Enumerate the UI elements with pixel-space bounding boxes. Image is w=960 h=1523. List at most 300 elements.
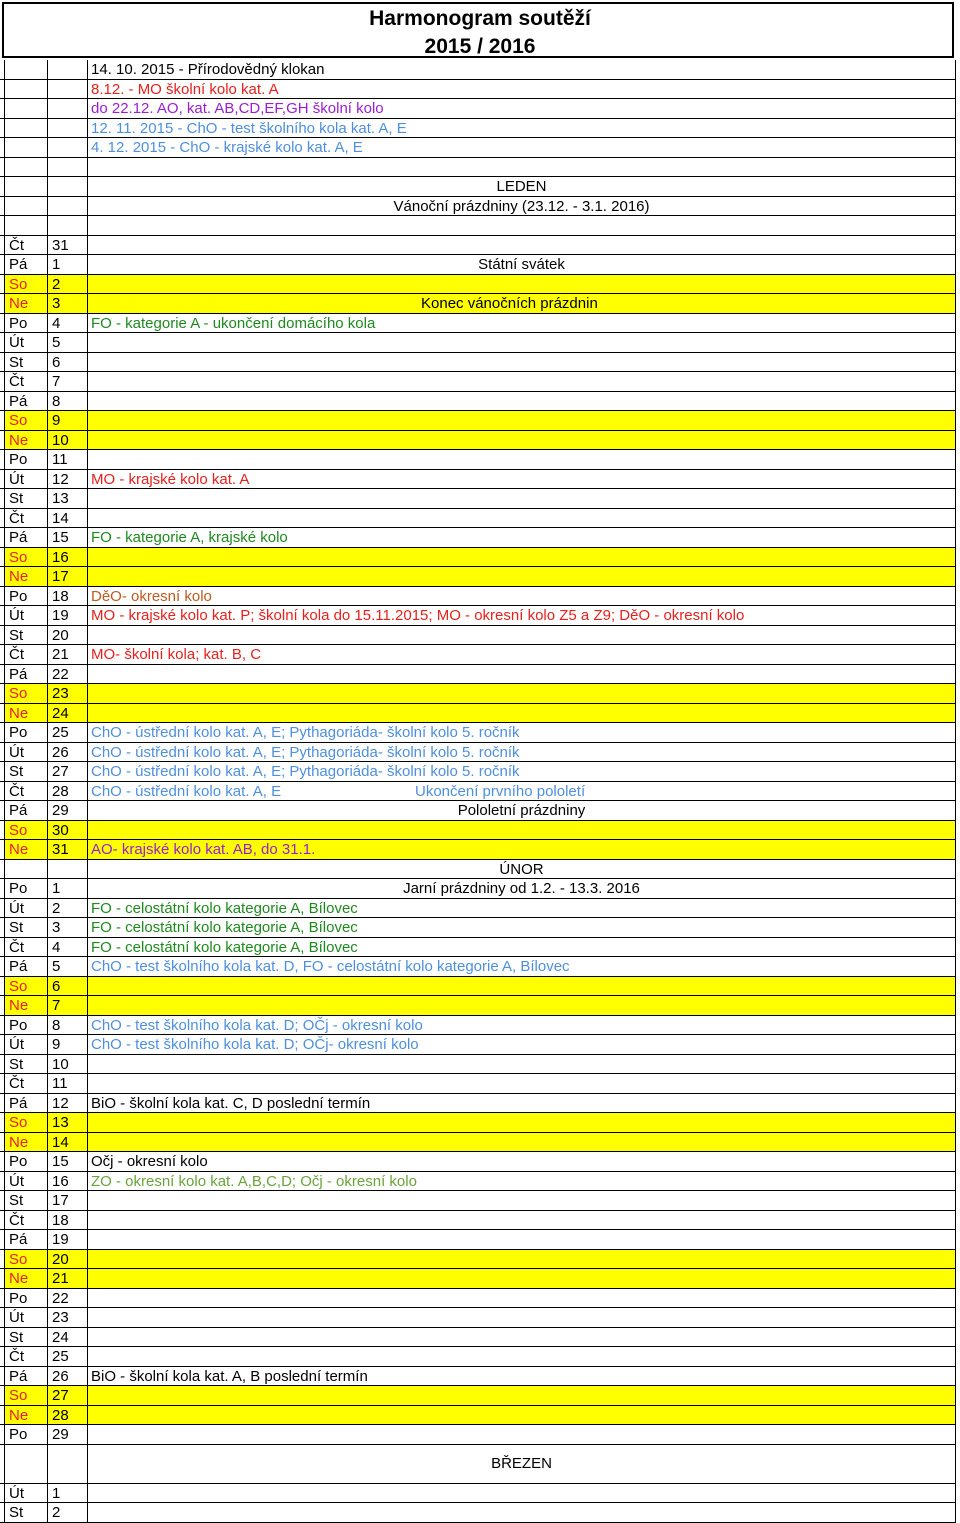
day-row <box>0 977 956 997</box>
day-number: 12 <box>47 1094 87 1113</box>
event-cell <box>87 821 956 840</box>
day-number: 19 <box>47 606 87 625</box>
event-cell <box>87 665 956 684</box>
event-cell <box>87 1425 956 1444</box>
day-row <box>0 431 956 451</box>
intro-row <box>0 60 956 80</box>
intro-row <box>0 138 956 158</box>
event-cell <box>87 1250 956 1269</box>
day-name: Pá <box>4 801 47 820</box>
day-number: 11 <box>47 450 87 469</box>
event-cell: FO - celostátní kolo kategorie A, Bílovec <box>87 938 956 957</box>
day-number: 22 <box>47 1289 87 1308</box>
day-row <box>0 275 956 295</box>
day-name: Pá <box>4 957 47 976</box>
intro-row <box>0 80 956 100</box>
day-number: 28 <box>47 782 87 801</box>
day-name: So <box>4 275 47 294</box>
event-cell <box>87 158 956 177</box>
day-number: 24 <box>47 704 87 723</box>
day-row <box>0 684 956 704</box>
day-number: 1 <box>47 1484 87 1503</box>
day-name: Út <box>4 743 47 762</box>
day-number: 12 <box>47 470 87 489</box>
day-name: So <box>4 1113 47 1132</box>
day-row <box>0 567 956 587</box>
day-number: 1 <box>47 879 87 898</box>
day-name: Po <box>4 314 47 333</box>
day-name: Po <box>4 587 47 606</box>
day-row <box>0 1074 956 1094</box>
day-number: 19 <box>47 1230 87 1249</box>
day-name: Út <box>4 470 47 489</box>
day-number: 31 <box>47 236 87 255</box>
event-cell <box>87 1308 956 1327</box>
day-name: St <box>4 353 47 372</box>
event-cell <box>87 626 956 645</box>
event-cell: FO - kategorie A - ukončení domácího kola <box>87 314 956 333</box>
event-cell <box>87 1055 956 1074</box>
event-cell: 4. 12. 2015 - ChO - krajské kolo kat. A, E <box>87 138 956 157</box>
day-name: So <box>4 1386 47 1405</box>
event-cell <box>87 372 956 391</box>
day-name: Po <box>4 1152 47 1171</box>
day-number: 23 <box>47 1308 87 1327</box>
event-cell: 14. 10. 2015 - Přírodovědný klokan <box>87 60 956 79</box>
day-row <box>0 470 956 490</box>
day-name: Čt <box>4 938 47 957</box>
day-name: Čt <box>4 372 47 391</box>
day-name-cell <box>4 119 47 138</box>
day-name: So <box>4 1250 47 1269</box>
day-number: 22 <box>47 665 87 684</box>
day-row <box>0 704 956 724</box>
event-cell <box>87 996 956 1015</box>
day-name: Čt <box>4 645 47 664</box>
day-row <box>0 957 956 977</box>
day-name: St <box>4 918 47 937</box>
event-cell <box>87 1484 956 1503</box>
day-number: 29 <box>47 801 87 820</box>
day-row <box>0 782 956 802</box>
day-row <box>0 1172 956 1192</box>
day-name-cell <box>4 60 47 79</box>
day-number: 24 <box>47 1328 87 1347</box>
day-number: 2 <box>47 1503 87 1522</box>
event-cell <box>87 489 956 508</box>
day-number: 28 <box>47 1406 87 1425</box>
day-row <box>0 1406 956 1426</box>
day-name: Po <box>4 1016 47 1035</box>
day-row <box>0 762 956 782</box>
day-row <box>0 840 956 860</box>
event-cell <box>87 1386 956 1405</box>
day-name: Ne <box>4 567 47 586</box>
page-title: Harmonogram soutěží <box>369 7 591 30</box>
day-number-cell <box>47 860 87 879</box>
day-name: So <box>4 821 47 840</box>
day-row <box>0 801 956 821</box>
event-cell: ChO - test školního kola kat. D; OČj- okresní kolo <box>87 1035 956 1054</box>
day-number-cell <box>47 99 87 118</box>
day-row <box>0 1503 956 1523</box>
day-row <box>0 1347 956 1367</box>
day-number-cell <box>47 80 87 99</box>
day-number: 16 <box>47 548 87 567</box>
day-number: 3 <box>47 918 87 937</box>
day-row <box>0 333 956 353</box>
day-name: Ne <box>4 294 47 313</box>
day-name: Čt <box>4 1211 47 1230</box>
day-row <box>0 1191 956 1211</box>
day-name: Pá <box>4 392 47 411</box>
event-cell: Očj - okresní kolo <box>87 1152 956 1171</box>
day-number-cell <box>47 119 87 138</box>
blank-row <box>0 158 956 178</box>
day-name: So <box>4 684 47 703</box>
day-name: Pá <box>4 255 47 274</box>
event-cell <box>87 1074 956 1093</box>
day-row <box>0 1367 956 1387</box>
day-name: St <box>4 1191 47 1210</box>
day-number: 2 <box>47 899 87 918</box>
day-name: Po <box>4 1425 47 1444</box>
day-number: 14 <box>47 509 87 528</box>
day-name: So <box>4 548 47 567</box>
event-cell: FO - kategorie A, krajské kolo <box>87 528 956 547</box>
event-cell: Pololetní prázdniny <box>87 801 956 820</box>
day-number: 20 <box>47 626 87 645</box>
day-number: 10 <box>47 431 87 450</box>
day-number: 6 <box>47 353 87 372</box>
event-cell: Státní svátek <box>87 255 956 274</box>
event-cell: ChO - ústřední kolo kat. A, E; Pythagoriáda- školní kolo 5. ročník <box>87 723 956 742</box>
day-number: 5 <box>47 957 87 976</box>
day-number: 7 <box>47 372 87 391</box>
day-name: Pá <box>4 1094 47 1113</box>
event-cell <box>87 1191 956 1210</box>
day-row <box>0 938 956 958</box>
day-row <box>0 1289 956 1309</box>
event-cell <box>87 1328 956 1347</box>
day-name: Ne <box>4 704 47 723</box>
event-cell: ChO - ústřední kolo kat. A, E; Pythagoriáda- školní kolo 5. ročník <box>87 762 956 781</box>
day-number: 26 <box>47 743 87 762</box>
day-name: Po <box>4 1289 47 1308</box>
event-cell: 12. 11. 2015 - ChO - test školního kola kat. A, E <box>87 119 956 138</box>
day-row <box>0 645 956 665</box>
day-row <box>0 626 956 646</box>
day-name: Út <box>4 606 47 625</box>
day-name: Út <box>4 1172 47 1191</box>
event-cell <box>87 567 956 586</box>
day-name: So <box>4 977 47 996</box>
event-cell <box>87 236 956 255</box>
event-cell <box>87 333 956 352</box>
day-name-cell <box>4 99 47 118</box>
day-number: 11 <box>47 1074 87 1093</box>
day-name: Po <box>4 723 47 742</box>
event-cell <box>87 353 956 372</box>
day-name: Čt <box>4 509 47 528</box>
day-number: 16 <box>47 1172 87 1191</box>
day-row <box>0 1035 956 1055</box>
day-number: 30 <box>47 821 87 840</box>
day-row <box>0 1211 956 1231</box>
day-row <box>0 743 956 763</box>
event-cell <box>87 977 956 996</box>
day-number: 31 <box>47 840 87 859</box>
month-row <box>0 1445 956 1484</box>
day-number: 2 <box>47 275 87 294</box>
day-number: 27 <box>47 1386 87 1405</box>
event-cell: LEDEN <box>87 177 956 196</box>
day-number: 4 <box>47 938 87 957</box>
day-name: Ne <box>4 996 47 1015</box>
event-cell <box>87 1289 956 1308</box>
event-cell: FO - celostátní kolo kategorie A, Bílovec <box>87 899 956 918</box>
event-cell <box>87 411 956 430</box>
event-cell: ChO - test školního kola kat. D, FO - celostátní kolo kategorie A, Bílovec <box>87 957 956 976</box>
day-number: 18 <box>47 1211 87 1230</box>
day-row <box>0 353 956 373</box>
day-name: Čt <box>4 1347 47 1366</box>
event-cell: BiO - školní kola kat. A, B poslední termín <box>87 1367 956 1386</box>
day-number: 7 <box>47 996 87 1015</box>
day-row <box>0 1425 956 1445</box>
day-row <box>0 548 956 568</box>
school-year: 2015 / 2016 <box>424 35 536 58</box>
day-row <box>0 314 956 334</box>
month-row <box>0 860 956 880</box>
event-cell <box>87 548 956 567</box>
schedule-table <box>0 60 956 1523</box>
day-row <box>0 1133 956 1153</box>
day-name: Ne <box>4 1133 47 1152</box>
intro-row <box>0 119 956 139</box>
day-row <box>0 1386 956 1406</box>
day-name: Čt <box>4 1074 47 1093</box>
day-number: 27 <box>47 762 87 781</box>
day-row <box>0 1484 956 1504</box>
day-row <box>0 587 956 607</box>
day-name: Út <box>4 1035 47 1054</box>
day-row <box>0 665 956 685</box>
day-number: 20 <box>47 1250 87 1269</box>
day-name: Ne <box>4 1406 47 1425</box>
day-name: Ne <box>4 840 47 859</box>
event-cell <box>87 1113 956 1132</box>
event-cell <box>87 431 956 450</box>
day-name: Pá <box>4 528 47 547</box>
day-name: Ne <box>4 1269 47 1288</box>
event-cell: BiO - školní kola kat. C, D poslední termín <box>87 1094 956 1113</box>
day-name: Po <box>4 450 47 469</box>
day-name: St <box>4 626 47 645</box>
day-row <box>0 1230 956 1250</box>
day-name: Pá <box>4 1230 47 1249</box>
day-row <box>0 528 956 548</box>
day-row <box>0 1094 956 1114</box>
day-row <box>0 879 956 899</box>
day-row <box>0 1113 956 1133</box>
day-number: 13 <box>47 1113 87 1132</box>
day-row <box>0 236 956 256</box>
day-number: 17 <box>47 1191 87 1210</box>
day-row <box>0 1152 956 1172</box>
event-cell <box>87 1133 956 1152</box>
day-number-cell <box>47 177 87 196</box>
month-note-row <box>0 197 956 217</box>
event-cell: MO - krajské kolo kat. P; školní kola do 15.11.2015; MO - okresní kolo Z5 a Z9; DěO - okresní kolo <box>87 606 956 625</box>
event-cell: ZO - okresní kolo kat. A,B,C,D; Očj - okresní kolo <box>87 1172 956 1191</box>
day-name: Pá <box>4 1367 47 1386</box>
day-name: Út <box>4 1308 47 1327</box>
event-cell <box>87 1503 956 1522</box>
event-cell: AO- krajské kolo kat. AB, do 31.1. <box>87 840 956 859</box>
day-number: 4 <box>47 314 87 333</box>
event-cell: 8.12. - MO školní kolo kat. A <box>87 80 956 99</box>
intro-row <box>0 99 956 119</box>
event-cell: ChO - ústřední kolo kat. A, E; Pythagoriáda- školní kolo 5. ročník <box>87 743 956 762</box>
day-name-cell <box>4 80 47 99</box>
event-cell <box>87 294 956 313</box>
day-row <box>0 1055 956 1075</box>
day-row <box>0 411 956 431</box>
day-row <box>0 996 956 1016</box>
month-row <box>0 177 956 197</box>
day-name: Čt <box>4 782 47 801</box>
day-name: Pá <box>4 665 47 684</box>
day-row <box>0 723 956 743</box>
day-number: 25 <box>47 1347 87 1366</box>
event-cell <box>87 1269 956 1288</box>
day-number: 10 <box>47 1055 87 1074</box>
day-name: Po <box>4 879 47 898</box>
day-number: 8 <box>47 392 87 411</box>
event-cell: Vánoční prázdniny (23.12. - 3.1. 2016) <box>87 197 956 216</box>
day-number: 1 <box>47 255 87 274</box>
event-cell: FO - celostátní kolo kategorie A, Bílovec <box>87 918 956 937</box>
day-number: 8 <box>47 1016 87 1035</box>
event-cell: MO- školní kola; kat. B, C <box>87 645 956 664</box>
event-cell <box>87 275 956 294</box>
day-name-cell <box>4 216 47 235</box>
day-name: St <box>4 489 47 508</box>
day-row <box>0 392 956 412</box>
event-cell <box>87 684 956 703</box>
event-cell <box>87 1211 956 1230</box>
day-name: Čt <box>4 236 47 255</box>
day-row <box>0 1328 956 1348</box>
day-name-cell <box>4 158 47 177</box>
day-row <box>0 1308 956 1328</box>
event-cell: MO - krajské kolo kat. A <box>87 470 956 489</box>
event-cell: DěO- okresní kolo <box>87 587 956 606</box>
event-cell <box>87 704 956 723</box>
day-name: Út <box>4 333 47 352</box>
event-cell <box>87 392 956 411</box>
day-name-cell <box>4 138 47 157</box>
day-number: 15 <box>47 1152 87 1171</box>
day-name: Ne <box>4 431 47 450</box>
day-row <box>0 294 956 314</box>
day-number-cell <box>47 216 87 235</box>
day-number: 9 <box>47 1035 87 1054</box>
day-number: 25 <box>47 723 87 742</box>
day-row <box>0 509 956 529</box>
event-cell <box>87 1347 956 1366</box>
day-row <box>0 1269 956 1289</box>
day-name-cell <box>4 1445 47 1483</box>
day-number: 17 <box>47 567 87 586</box>
day-number-cell <box>47 60 87 79</box>
event-cell <box>87 216 956 235</box>
day-number-cell <box>47 138 87 157</box>
day-number-cell <box>47 197 87 216</box>
day-number: 6 <box>47 977 87 996</box>
event-cell: ChO - ústřední kolo kat. A, E Ukončení prvního pololetí <box>87 782 956 801</box>
day-number: 9 <box>47 411 87 430</box>
day-row <box>0 489 956 509</box>
day-row <box>0 899 956 919</box>
event-cell: Jarní prázdniny od 1.2. - 13.3. 2016 <box>87 879 956 898</box>
event-cell <box>87 1406 956 1425</box>
day-row <box>0 918 956 938</box>
day-row <box>0 1250 956 1270</box>
event-cell: ChO - test školního kola kat. D; OČj - okresní kolo <box>87 1016 956 1035</box>
day-name: Út <box>4 1484 47 1503</box>
day-name: St <box>4 1503 47 1522</box>
day-row <box>0 821 956 841</box>
day-number: 23 <box>47 684 87 703</box>
day-number: 26 <box>47 1367 87 1386</box>
day-row <box>0 372 956 392</box>
note-text: Ukončení prvního pololetí <box>415 782 586 800</box>
day-number: 3 <box>47 294 87 313</box>
event-cell <box>87 450 956 469</box>
note-text: Konec vánočních prázdnin <box>421 295 598 312</box>
event-cell <box>87 509 956 528</box>
day-name-cell <box>4 177 47 196</box>
day-number: 29 <box>47 1425 87 1444</box>
day-name: St <box>4 1055 47 1074</box>
day-number: 14 <box>47 1133 87 1152</box>
day-number: 15 <box>47 528 87 547</box>
day-name-cell <box>4 860 47 879</box>
day-name: St <box>4 762 47 781</box>
day-number: 21 <box>47 645 87 664</box>
day-row <box>0 450 956 470</box>
day-row <box>0 606 956 626</box>
day-name-cell <box>4 197 47 216</box>
day-name: St <box>4 1328 47 1347</box>
day-number: 5 <box>47 333 87 352</box>
blank-row <box>0 216 956 236</box>
event-cell: ÚNOR <box>87 860 956 879</box>
day-name: So <box>4 411 47 430</box>
day-number: 18 <box>47 587 87 606</box>
day-number-cell <box>47 158 87 177</box>
day-number-cell <box>47 1445 87 1483</box>
day-row <box>0 1016 956 1036</box>
event-cell: BŘEZEN <box>87 1445 956 1483</box>
event-cell <box>87 1230 956 1249</box>
day-row <box>0 255 956 275</box>
day-number: 13 <box>47 489 87 508</box>
event-cell: do 22.12. AO, kat. AB,CD,EF,GH školní kolo <box>87 99 956 118</box>
day-number: 21 <box>47 1269 87 1288</box>
